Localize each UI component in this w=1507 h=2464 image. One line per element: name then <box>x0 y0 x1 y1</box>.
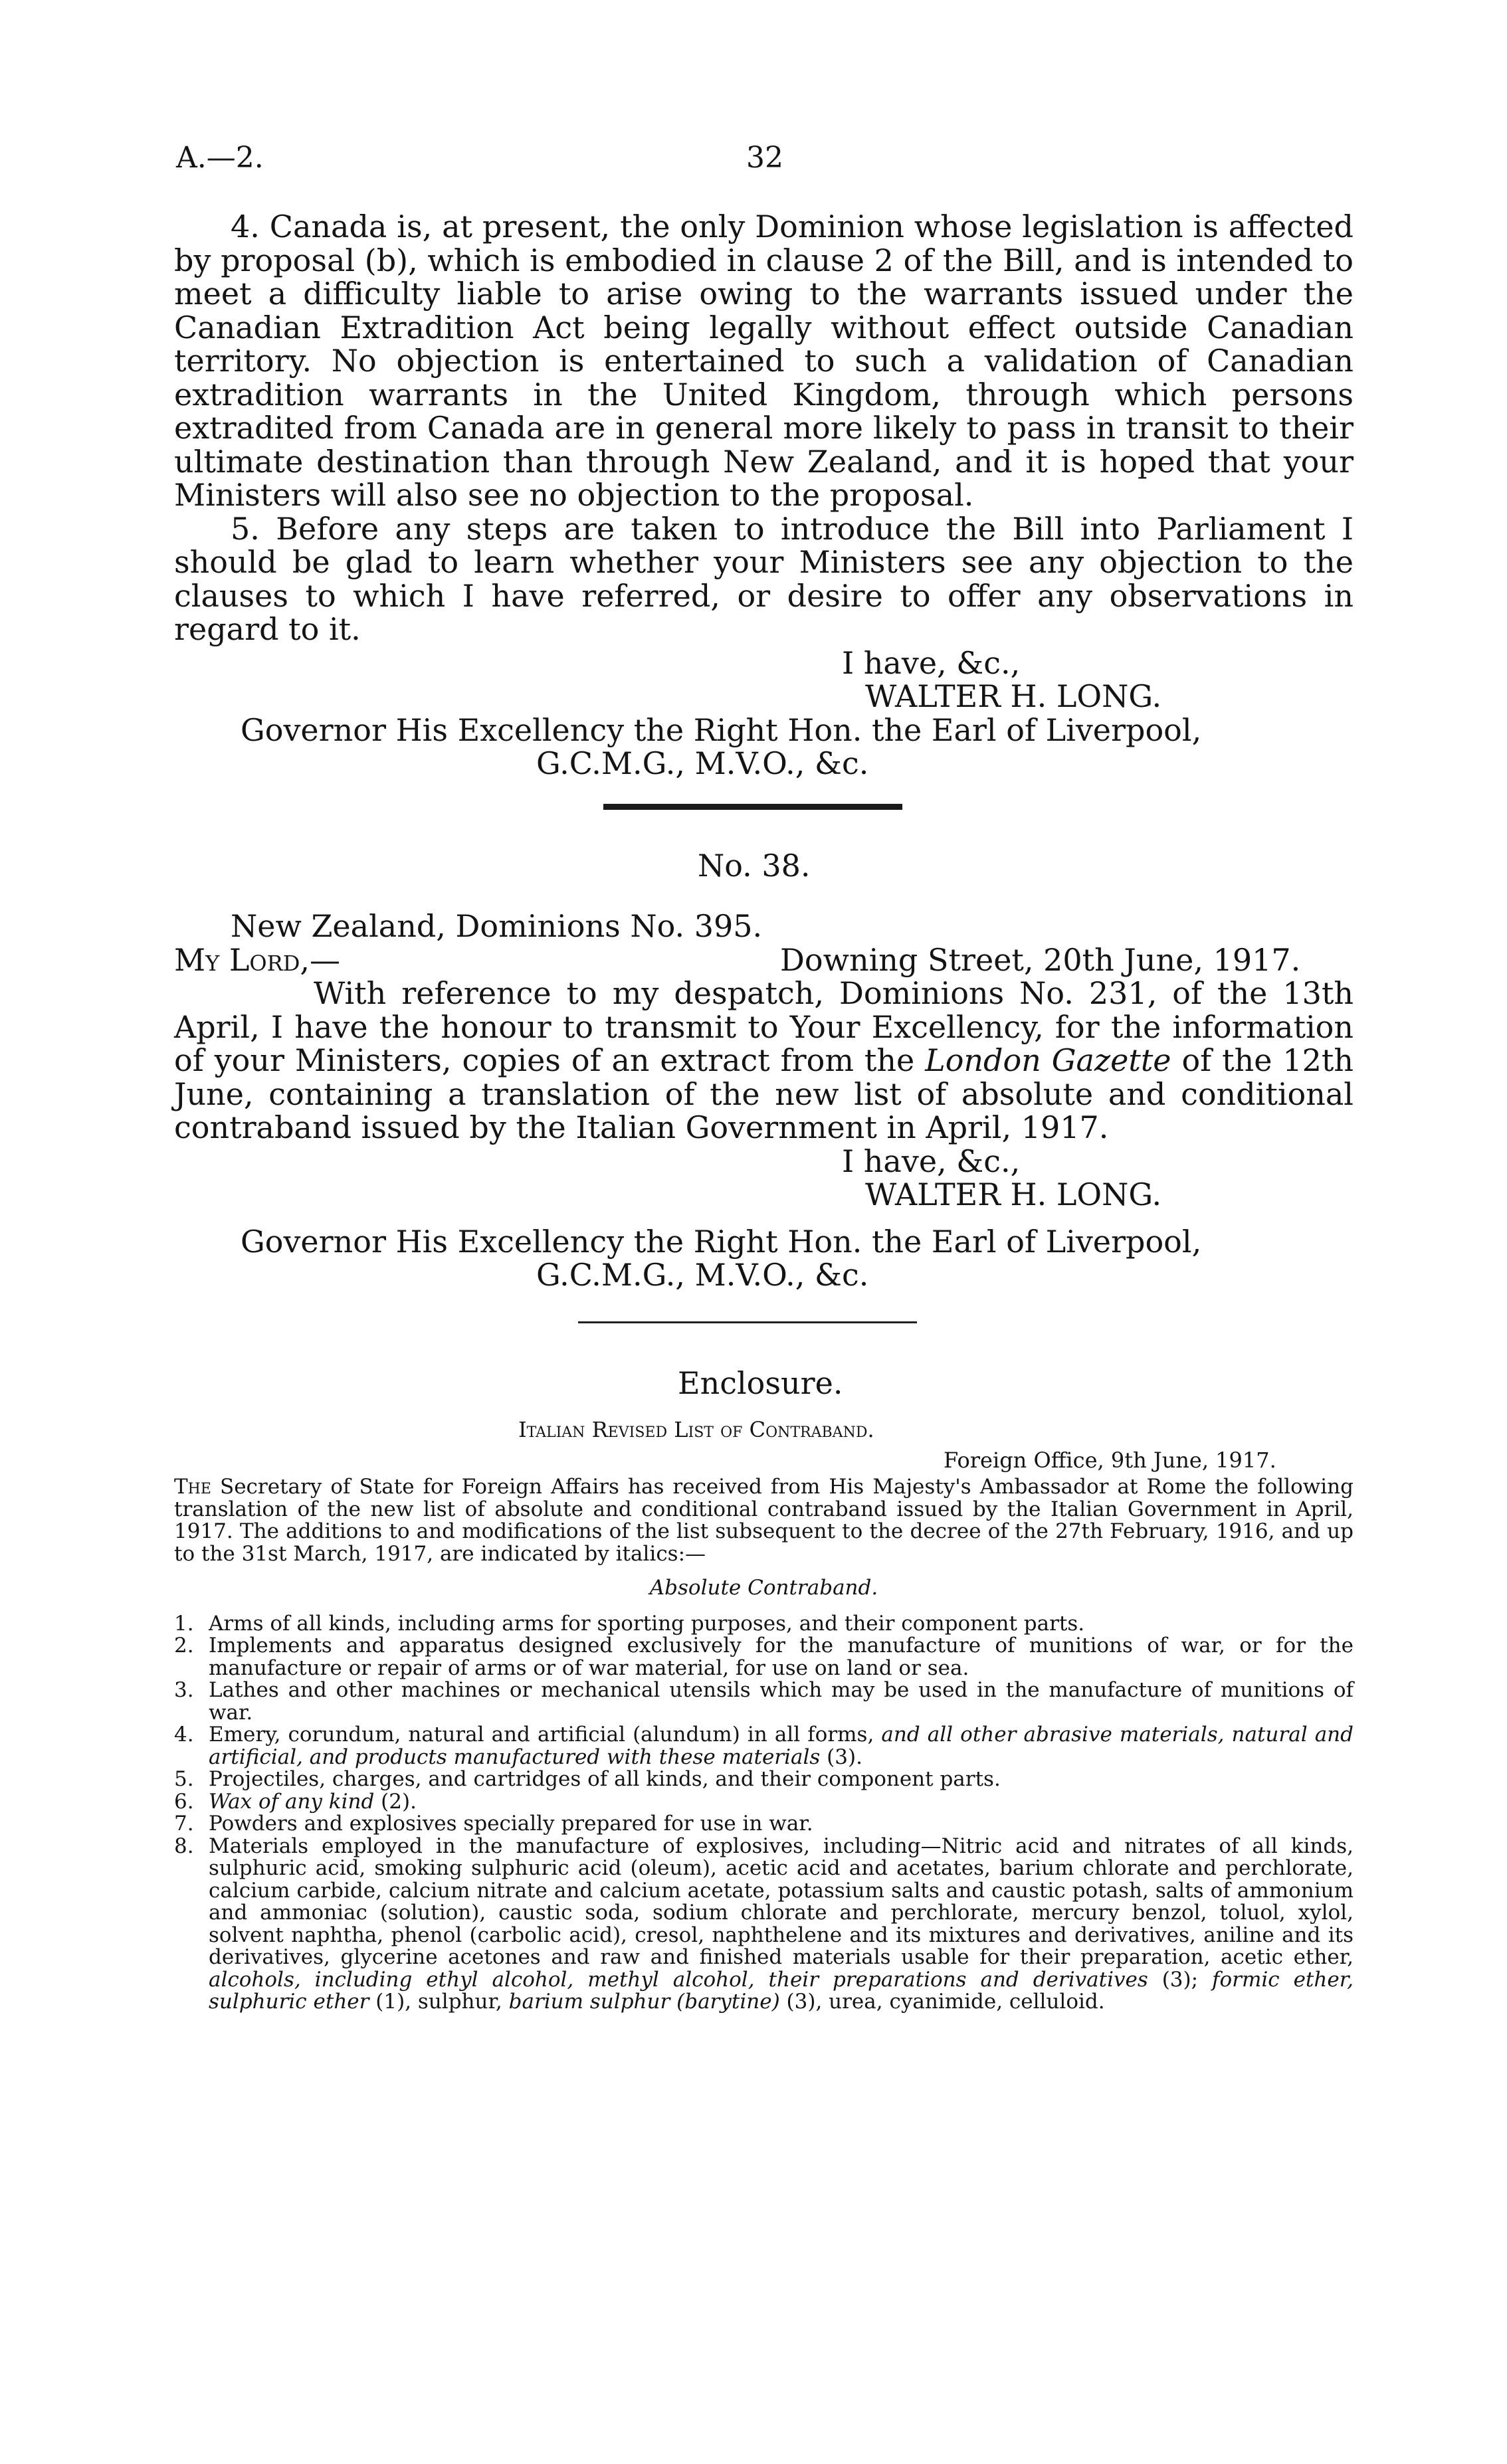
addressee-2-line-1: Governor His Excellency the Right Hon. the Earl of Liverpool, <box>241 1223 1202 1260</box>
addressee-line-2: G.C.M.G., M.V.O., &c. <box>536 745 869 781</box>
list-item <box>174 1679 1354 1724</box>
item-number: 3. <box>174 1678 194 1702</box>
item-tail-part: (3), urea, cyanimide, celluloid. <box>779 1990 1105 2014</box>
place-date: Downing Street, 20th June, 1917. <box>780 941 1301 978</box>
list-item <box>174 1791 1354 1814</box>
addressee-2-line-2: G.C.M.G., M.V.O., &c. <box>536 1257 869 1293</box>
list-item <box>174 1613 1354 1636</box>
signature-2: WALTER H. LONG. <box>865 1177 1162 1212</box>
item-italic-part: alcohols, including ethyl alcohol, methyl alcohol, their preparations and derivatives <box>209 1967 1148 1992</box>
section-divider <box>603 804 902 810</box>
item-number: 7. <box>174 1812 194 1836</box>
closing-2: I have, &c., <box>842 1143 1021 1179</box>
gazette-name: London Gazette <box>925 1042 1171 1078</box>
absolute-contraband-heading <box>174 1577 1354 1600</box>
subheading-text: Absolute Contraband. <box>649 1576 878 1600</box>
enclosure-intro <box>174 1476 1354 1565</box>
paragraph-4: 4. Canada is, at present, the only Dominion whose legislation is affected by proposal (b), which is embodied in clause 2 of the Bill, and is intended to meet a difficulty liable to arise owing to the warrants issued under the Canadian Extradition Act being legally without effect outside Canadian territory. No objection is entertained to such a validation of Canadian extradition warrants in the United Kingdom, through which persons extradited from Canada are in general more likely to pass in transit to their ultimate destination than through New Zealand, and it is hoped that your Ministers will also see no objection to the proposal. <box>174 209 1354 513</box>
item-text <box>209 1836 1354 2014</box>
item-text: Implements and apparatus designed exclusively for the manufacture of munitions of war, or for the manufacture or repair of arms or of war material, for use on land or sea. <box>209 1634 1354 1680</box>
intro-text: Secretary of State for Foreign Affairs has received from His Majesty's Ambassador at Rome the following translation of the new list of absolute and conditional contraband issued by the Italian Government in April, 1917. The additions to and modifications of the list subsequent to the decree of the 27th February, 1916, and up to the 31st March, 1917, are indicated by italics:— <box>174 1475 1354 1566</box>
office-date: Foreign Office, 9th June, 1917. <box>944 1448 1276 1473</box>
item-number: 1. <box>174 1611 194 1636</box>
list-item <box>174 1813 1354 1836</box>
item-text: Lathes and other machines or mechanical utensils which may be used in the manufacture of munitions of war. <box>209 1678 1354 1725</box>
item-text-part: Materials employed in the manufacture of explosives, including—Nitric acid and nitrates of all kinds, sulphuric acid, smoking sulphuric acid (oleum), acetic acid and acetates, barium chlorate and perchlorate, calcium carbide, calcium nitrate and calcium acetate, potassium salts and caustic potash, salts of ammonium and ammoniac (solution), caustic soda, sodium chlorate and perchlorate, mercury benzol, toluol, xylol, solvent naphtha, phenol (carbolic acid), cresol, naphthelene and its mixtures and derivatives, aniline and its derivatives, glycerine acetones and raw and finished materials usable for their preparation, acetic ether, <box>209 1834 1354 1969</box>
item-number: 4. <box>174 1723 194 1747</box>
list-item <box>174 1836 1354 2014</box>
item-number: 6. <box>174 1789 194 1814</box>
item-italic-part: Wax of any kind <box>209 1789 375 1814</box>
item-tail-part: (3); <box>1148 1967 1213 1992</box>
enclosure-heading: Enclosure. <box>678 1365 843 1401</box>
closing: I have, &c., <box>842 644 1021 681</box>
enclosure-title: Italian Revised List of Contraband. <box>518 1417 874 1442</box>
item-tail-part: (3). <box>820 1745 862 1769</box>
body-text-end: of the 12th June, containing a translation of the new list of absolute and conditional contraband issued by the Italian Government in April, 1917. <box>174 1042 1354 1145</box>
body-text-start: With reference to my despatch, Dominions No. 231, of the 13th April, I have the honour to transmit to Your Excellency, for the information of your Ministers, copies of an extract from the <box>174 975 1354 1078</box>
item-number: 5. <box>174 1767 194 1791</box>
item-tail-part: (1), sulphur, <box>369 1990 509 2014</box>
item-italic-part: barium sulphur (barytine) <box>508 1990 780 2014</box>
letter-2 <box>174 909 1354 1292</box>
addressee-line-1: Governor His Excellency the Right Hon. the Earl of Liverpool, <box>241 711 1202 748</box>
item-text: Arms of all kinds, including arms for sporting purposes, and their component parts. <box>209 1611 1085 1636</box>
salutation-row <box>174 943 1354 977</box>
item-text-part: Emery, corundum, natural and artificial (alundum) in all forms, <box>209 1723 882 1747</box>
item-number: 2. <box>174 1634 194 1658</box>
page-number: 32 <box>746 141 783 175</box>
intro-lead: The <box>174 1475 211 1499</box>
paragraph-5: 5. Before any steps are taken to introduce the Bill into Parliament I should be glad to learn whether your Ministers see any objection to the clauses to which I have referred, or desire to offer any observations in regard to it. <box>174 510 1354 647</box>
item-italic-part: formic ether, sulphuric ether <box>209 1967 1354 2014</box>
list-item <box>174 1768 1354 1791</box>
item-text <box>209 1724 1354 1768</box>
item-tail-part: (2). <box>374 1789 417 1814</box>
despatch-reference: New Zealand, Dominions No. 395. <box>231 908 763 944</box>
page-header <box>176 141 1346 181</box>
despatch-number: No. 38. <box>698 848 811 884</box>
list-item <box>174 1635 1354 1679</box>
item-italic-part: and all other abrasive materials, natural and artificial, and products manufactured with these materials <box>209 1723 1354 1769</box>
item-text <box>209 1791 1354 1814</box>
item-text: Projectiles, charges, and cartridges of all kinds, and their component parts. <box>209 1767 1001 1791</box>
enclosure-divider <box>578 1321 917 1323</box>
signature: WALTER H. LONG. <box>865 678 1162 714</box>
letter-1 <box>174 210 1354 781</box>
document-reference: A.—2. <box>176 141 264 175</box>
item-text: Powders and explosives specially prepared for use in war. <box>209 1812 813 1836</box>
list-item <box>174 1724 1354 1768</box>
letter-2-body <box>174 977 1354 1145</box>
salutation: My Lord,— <box>174 941 341 978</box>
enclosure-body <box>174 1476 1354 2014</box>
item-number: 8. <box>174 1834 194 1858</box>
